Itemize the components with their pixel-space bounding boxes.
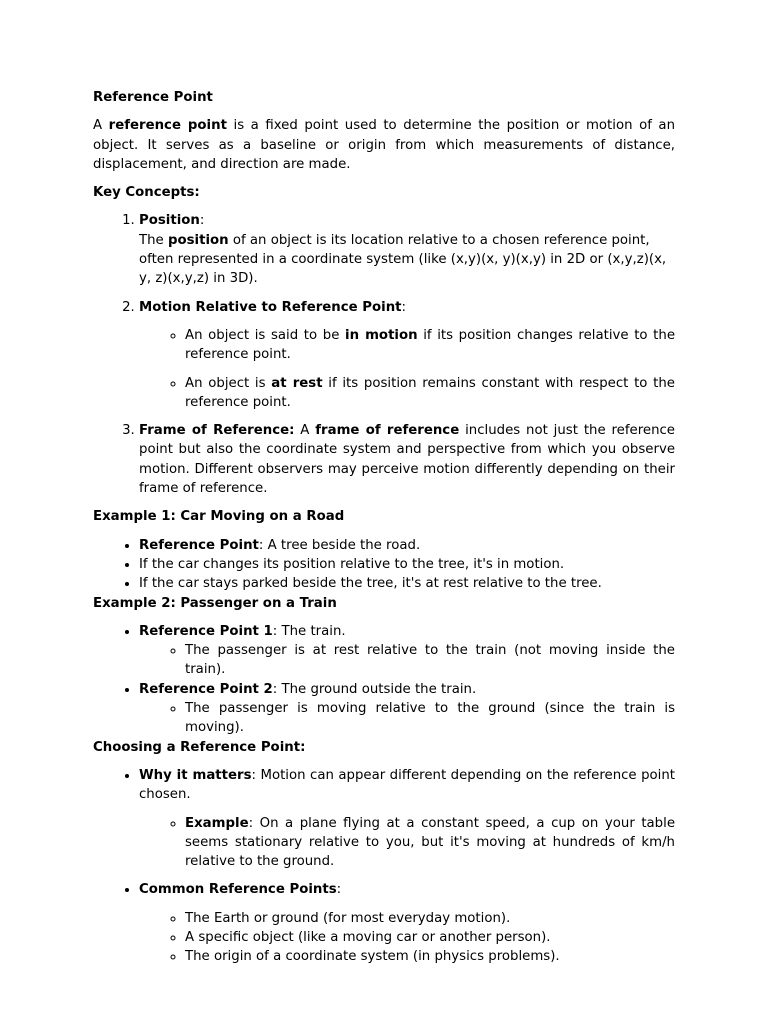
choosing-common-points [139,880,675,966]
example2-ref1-sub: ◦ The passenger is at rest relative to the train (not moving inside the train). [185,641,675,680]
key-concepts-list [93,211,675,498]
motion-item2-pre: An object is [185,375,272,391]
intro-term: reference point [108,118,227,134]
position-description [139,233,666,287]
motion-label: Motion Relative to Reference Point [139,299,402,315]
example2-ref2-sublist [139,699,675,738]
example1-reference [139,536,675,555]
key-concepts-heading: Key Concepts: [93,185,200,201]
position-text-post: of an object is its location relative to a chosen reference point, often represented in a coordinate system (like (x,y)(x, y)(x,y) in 2D or (x,y,z)(x, y, z)(x,y,z) in 3D). [139,232,667,287]
intro-paragraph [93,116,675,174]
example2-ref1-label: Reference Point 1 [139,623,273,639]
example1-ref-text: : A tree beside the road. [258,537,421,553]
choosing-list [93,766,675,967]
why-text: : Motion can appear different depending on the reference point chosen. [139,767,675,803]
example1-list [93,536,675,594]
common-point-origin: ◦ The origin of a coordinate system (in physics problems). [185,947,675,966]
frame-term: frame of reference [315,423,460,439]
frame-text-post: includes not just the reference point but also the coordinate system and perspective from which you observe motion. Different observers may perceive motion differently depending on their frame of reference. [139,423,675,497]
position-label: Position [139,213,200,229]
example2-ref1-text: : The train. [272,623,346,639]
why-label: Why it matters [139,767,252,783]
position-text-pre: The [139,232,168,248]
concept-frame-of-reference [139,421,675,498]
common-colon: : [336,882,342,898]
motion-item-at-rest [185,374,675,413]
motion-item-in-motion [185,326,675,365]
choosing-heading: Choosing a Reference Point: [93,739,306,755]
motion-colon: : [401,299,407,315]
intro-text-pre: A [93,118,109,134]
intro-text-post: is a fixed point used to determine the position or motion of an object. It serves as a baseline or origin from which measurements of distance, displacement, and direction are made. [93,118,675,172]
example2-list [93,622,675,738]
common-point-object: ◦ A specific object (like a moving car or another person). [185,928,675,947]
motion-item1-post: if its position changes relative to the reference point. [185,327,675,363]
example1-heading: Example 1: Car Moving on a Road [93,509,345,525]
common-point-earth: ◦ The Earth or ground (for most everyday motion). [185,909,675,928]
position-colon: : [199,213,205,229]
example2-reference-1 [139,622,675,680]
document-page [93,88,675,967]
example2-ref1-sublist [139,641,675,680]
concept-motion [139,298,675,412]
example2-ref2-label: Reference Point 2 [139,681,273,697]
example1-bullet-rest: • If the car stays parked beside the tree, it's at rest relative to the tree. [139,574,675,593]
choosing-example [185,814,675,872]
example1-ref-label: Reference Point [139,537,259,553]
example-label: Example [185,815,249,831]
example2-reference-2 [139,680,675,738]
motion-item2-term: at rest [271,375,323,391]
concept-position [139,211,675,288]
frame-label: Frame of Reference: [139,423,295,439]
choosing-example-sublist [139,814,675,872]
motion-sublist [139,326,675,412]
motion-item1-term: in motion [345,327,418,343]
example1-bullet-motion: • If the car changes its position relative to the tree, it's in motion. [139,555,675,574]
example-text: : On a plane flying at a constant speed, a cup on your table seems stationary relative to you, but it's moving at hundreds of km/h relative to the ground. [185,815,675,870]
position-term: position [167,232,229,248]
frame-text-pre: A [294,423,316,439]
motion-item2-post: if its position remains constant with respect to the reference point. [185,375,675,410]
example2-ref2-text: : The ground outside the train. [272,681,477,697]
page-title: Reference Point [93,90,213,105]
motion-item1-pre: An object is said to be [185,327,346,343]
example2-heading: Example 2: Passenger on a Train [93,595,337,611]
common-label: Common Reference Points [139,882,337,898]
common-points-sublist [139,909,675,967]
choosing-why-matters [139,766,675,871]
example2-ref2-sub: ◦ The passenger is moving relative to the ground (since the train is moving). [185,699,675,738]
